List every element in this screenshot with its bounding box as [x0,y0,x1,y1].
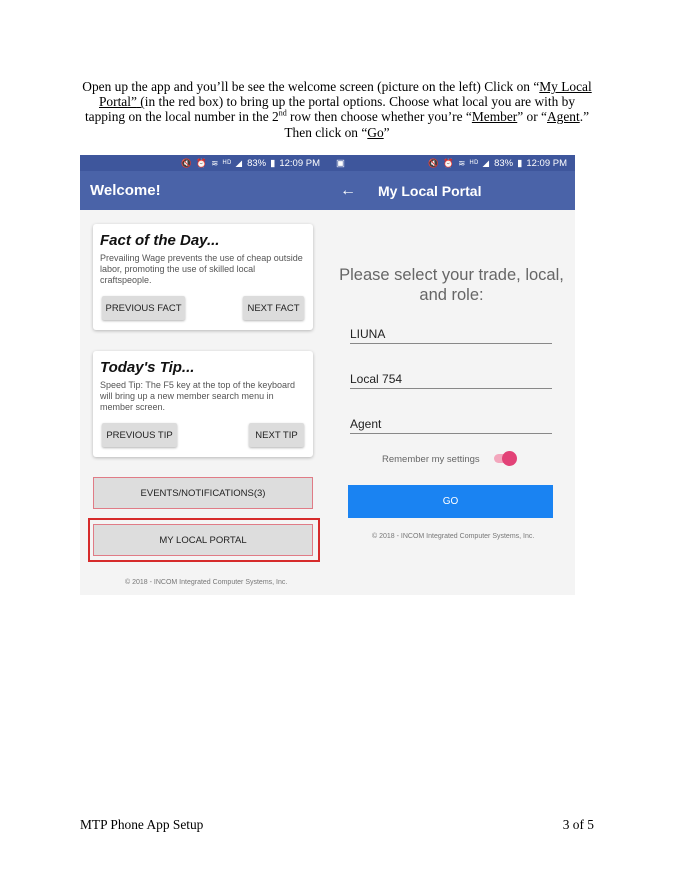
clock: 12:09 PM [526,157,567,169]
app-bar [80,171,328,210]
fact-heading: Fact of the Day... [100,232,220,249]
tip-text: Speed Tip: The F5 key at the top of the keyboard will bring up a new member search menu in member screen. [100,380,295,412]
tip-heading: Today's Tip... [100,359,195,376]
welcome-title: Welcome! [90,182,161,199]
go-reference: Go [367,124,384,140]
events-notifications-button[interactable]: EVENTS/NOTIFICATIONS(3) [93,477,313,509]
portal-title: My Local Portal [378,182,482,199]
local-select[interactable]: Local 754 [350,372,552,389]
go-button[interactable]: GO [348,485,553,518]
next-fact-button[interactable]: NEXT FACT [243,296,304,320]
role-select[interactable]: Agent [350,417,552,434]
battery-level: 83% [494,157,514,169]
app-bar [328,171,575,210]
portal-screen [328,155,575,595]
next-tip-button[interactable]: NEXT TIP [249,423,304,447]
previous-tip-button[interactable]: PREVIOUS TIP [102,423,177,447]
image-notification-icon: ▣ [336,157,345,169]
my-local-portal-button[interactable]: MY LOCAL PORTAL [93,524,313,556]
tip-card [93,351,313,457]
battery-icon: ▮ [270,157,276,169]
previous-fact-button[interactable]: PREVIOUS FACT [102,296,185,320]
my-local-portal-reference: My Local Portal” [98,79,592,110]
status-icons: 🔇 ⏰ ≋ ᴴᴰ ◢ [181,157,244,168]
agent-reference: Agent [547,109,580,125]
status-bar [80,155,328,171]
clock: 12:09 PM [279,157,320,169]
footer-title: MTP Phone App Setup [80,817,204,832]
trade-select[interactable]: LIUNA [350,327,552,344]
fact-card [93,224,313,330]
battery-icon: ▮ [517,157,523,169]
portal-copyright: © 2018 - INCOM Integrated Computer Systems, Inc. [372,533,535,540]
remember-settings-label: Remember my settings [382,454,480,465]
page-number: 3 of 5 [562,817,594,832]
status-icons: 🔇 ⏰ ≋ ᴴᴰ ◢ [428,157,491,168]
battery-level: 83% [247,157,267,169]
member-reference: Member [471,109,518,125]
instructions-paragraph: Open up the app and you’ll be see the welcome screen (picture on the left) Click on “My Local Portal” (in the red box) to bring up the portal options. Choose what local you are with by tapping on the local number in the 2nd row then choose whether you’re “Member” or “Agent.” Then click on “Go” [82,79,592,140]
toggle-knob [502,451,517,466]
back-arrow-icon[interactable]: ← [340,181,356,199]
selection-prompt: Please select your trade, local, and role: [339,266,564,304]
remember-settings-toggle[interactable] [494,454,514,463]
fact-text: Prevailing Wage prevents the use of cheap outside labor, promoting the use of skilled local craftspeople. [100,253,303,285]
status-bar [328,155,575,171]
welcome-screen [80,155,328,595]
welcome-copyright: © 2018 - INCOM Integrated Computer Systems, Inc. [125,579,288,586]
